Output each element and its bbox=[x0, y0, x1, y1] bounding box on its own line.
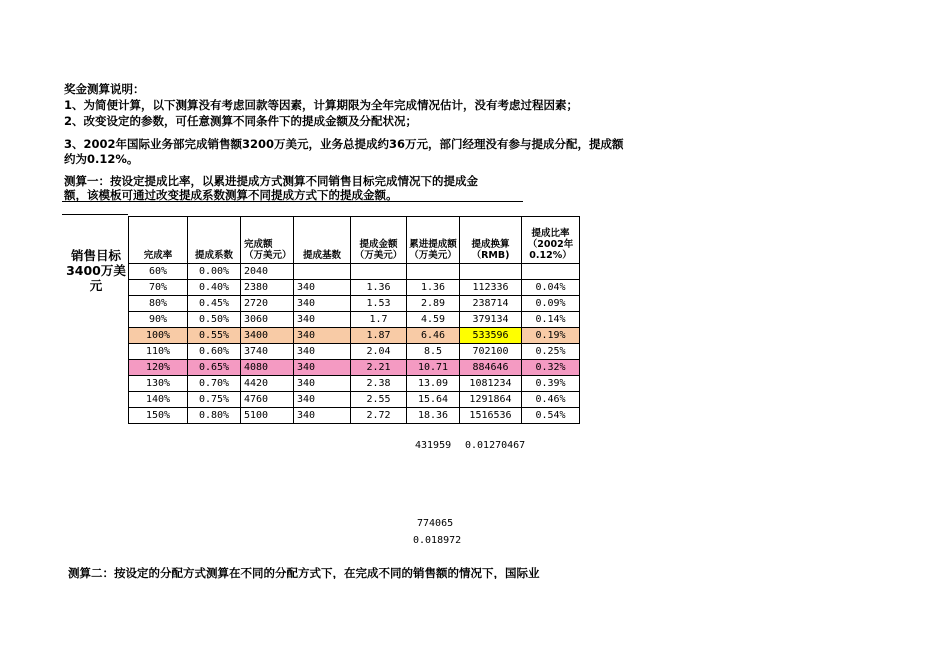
cell-commission-ratio bbox=[522, 264, 580, 280]
cell-completed-amount: 4080 bbox=[241, 360, 294, 376]
notes-line-3a: 3、2002年国际业务部完成销售额3200万美元，业务总提成约36万元，部门经理没有参与提成分配，提成额 bbox=[64, 137, 624, 151]
table-body bbox=[129, 264, 580, 424]
bonus-table bbox=[128, 216, 580, 424]
cell-completed-amount: 2040 bbox=[241, 264, 294, 280]
cell-commission-amount: 2.38 bbox=[351, 376, 407, 392]
cell-commission-ratio: 0.09% bbox=[522, 296, 580, 312]
cell-completion-rate: 70% bbox=[129, 280, 188, 296]
header-commission-base: 提成基数 bbox=[294, 217, 351, 264]
cell-commission-rmb bbox=[460, 264, 522, 280]
cell-commission-coefficient: 0.65% bbox=[188, 360, 241, 376]
table-row bbox=[129, 344, 580, 360]
cell-commission-base: 340 bbox=[294, 296, 351, 312]
cell-commission-coefficient: 0.50% bbox=[188, 312, 241, 328]
calc2-clip bbox=[68, 566, 588, 579]
cell-commission-rmb: 702100 bbox=[460, 344, 522, 360]
cell-commission-amount: 1.7 bbox=[351, 312, 407, 328]
notes-title: 奖金测算说明： bbox=[64, 82, 145, 96]
cell-commission-amount: 1.53 bbox=[351, 296, 407, 312]
cell-commission-ratio: 0.25% bbox=[522, 344, 580, 360]
cell-commission-ratio: 0.32% bbox=[522, 360, 580, 376]
cell-commission-rmb: 112336 bbox=[460, 280, 522, 296]
cell-completion-rate: 130% bbox=[129, 376, 188, 392]
cell-commission-base: 340 bbox=[294, 408, 351, 424]
sales-target-line-2: 3400万美 bbox=[66, 263, 126, 278]
cell-commission-rmb: 1516536 bbox=[460, 408, 522, 424]
cell-completed-amount: 5100 bbox=[241, 408, 294, 424]
cell-commission-ratio: 0.39% bbox=[522, 376, 580, 392]
cell-cumulative-commission: 4.59 bbox=[407, 312, 460, 328]
cell-commission-rmb: 1291864 bbox=[460, 392, 522, 408]
cell-commission-coefficient: 0.40% bbox=[188, 280, 241, 296]
table-row bbox=[129, 328, 580, 344]
cell-completed-amount: 3400 bbox=[241, 328, 294, 344]
header-commission-rmb: 提成换算（RMB) bbox=[460, 217, 522, 264]
cell-completion-rate: 150% bbox=[129, 408, 188, 424]
cell-completion-rate: 60% bbox=[129, 264, 188, 280]
cell-commission-amount: 2.04 bbox=[351, 344, 407, 360]
table-row bbox=[129, 280, 580, 296]
cell-commission-base: 340 bbox=[294, 360, 351, 376]
cell-cumulative-commission: 13.09 bbox=[407, 376, 460, 392]
cell-commission-ratio: 0.54% bbox=[522, 408, 580, 424]
cell-completed-amount: 3740 bbox=[241, 344, 294, 360]
cell-commission-amount: 2.72 bbox=[351, 408, 407, 424]
cell-commission-amount: 2.55 bbox=[351, 392, 407, 408]
extra-value-2: 0.01270467 bbox=[465, 440, 526, 451]
cell-commission-base: 340 bbox=[294, 280, 351, 296]
cell-cumulative-commission: 2.89 bbox=[407, 296, 460, 312]
extra-value-4: 0.018972 bbox=[413, 535, 462, 546]
cell-commission-rmb: 884646 bbox=[460, 360, 522, 376]
header-cumulative-commission: 累进提成额（万美元） bbox=[407, 217, 460, 264]
cell-commission-amount: 1.36 bbox=[351, 280, 407, 296]
cell-completed-amount: 2380 bbox=[241, 280, 294, 296]
header-commission-amount: 提成金额（万美元） bbox=[351, 217, 407, 264]
cell-commission-coefficient: 0.00% bbox=[188, 264, 241, 280]
extra-value-3: 774065 bbox=[417, 518, 454, 529]
table-row bbox=[129, 360, 580, 376]
cell-completed-amount: 3060 bbox=[241, 312, 294, 328]
cell-commission-rmb: 533596 bbox=[460, 328, 522, 344]
calc1-line-b: 额，该模板可通过改变提成系数测算不同提成方式下的提成金额。 bbox=[64, 188, 398, 202]
calc1-line-a: 测算一：按设定提成比率，以累进提成方式测算不同销售目标完成情况下的提成金 bbox=[64, 174, 478, 188]
cell-cumulative-commission: 8.5 bbox=[407, 344, 460, 360]
cell-commission-rmb: 238714 bbox=[460, 296, 522, 312]
cell-commission-coefficient: 0.45% bbox=[188, 296, 241, 312]
cell-cumulative-commission: 6.46 bbox=[407, 328, 460, 344]
sales-target-line-3: 元 bbox=[89, 278, 103, 293]
cell-commission-amount bbox=[351, 264, 407, 280]
cell-commission-ratio: 0.19% bbox=[522, 328, 580, 344]
cell-completed-amount: 4760 bbox=[241, 392, 294, 408]
cell-completed-amount: 2720 bbox=[241, 296, 294, 312]
header-commission-ratio: 提成比率（2002年0.12%） bbox=[522, 217, 580, 264]
notes-line-2: 2、改变设定的参数，可任意测算不同条件下的提成金额及分配状况； bbox=[64, 114, 417, 128]
cell-cumulative-commission: 10.71 bbox=[407, 360, 460, 376]
cell-commission-coefficient: 0.80% bbox=[188, 408, 241, 424]
cell-commission-base: 340 bbox=[294, 344, 351, 360]
section-underline bbox=[62, 201, 523, 202]
table-row bbox=[129, 264, 580, 280]
cell-commission-ratio: 0.46% bbox=[522, 392, 580, 408]
notes-line-1: 1、为简便计算，以下测算没有考虑回款等因素，计算期限为全年完成情况估计，没有考虑过程因素； bbox=[64, 98, 578, 112]
cell-commission-amount: 1.87 bbox=[351, 328, 407, 344]
cell-completion-rate: 90% bbox=[129, 312, 188, 328]
table-row bbox=[129, 408, 580, 424]
table-row bbox=[129, 376, 580, 392]
calc2-line-a: 测算二：按设定的分配方式测算在不同的分配方式下，在完成不同的销售额的情况下，国际业 bbox=[68, 566, 540, 579]
header-commission-coefficient: 提成系数 bbox=[188, 217, 241, 264]
cell-completed-amount: 4420 bbox=[241, 376, 294, 392]
cell-commission-amount: 2.21 bbox=[351, 360, 407, 376]
cell-commission-coefficient: 0.55% bbox=[188, 328, 241, 344]
cell-completion-rate: 80% bbox=[129, 296, 188, 312]
cell-commission-rmb: 1081234 bbox=[460, 376, 522, 392]
cell-commission-ratio: 0.04% bbox=[522, 280, 580, 296]
cell-commission-ratio: 0.14% bbox=[522, 312, 580, 328]
table-row bbox=[129, 312, 580, 328]
cell-cumulative-commission: 15.64 bbox=[407, 392, 460, 408]
header-completed-amount: 完成额（万美元） bbox=[241, 217, 294, 264]
cell-commission-base: 340 bbox=[294, 328, 351, 344]
cell-completion-rate: 140% bbox=[129, 392, 188, 408]
table-row bbox=[129, 296, 580, 312]
cell-commission-base: 340 bbox=[294, 312, 351, 328]
cell-commission-coefficient: 0.70% bbox=[188, 376, 241, 392]
cell-completion-rate: 110% bbox=[129, 344, 188, 360]
table-top-rule-left bbox=[62, 214, 128, 215]
cell-commission-rmb: 379134 bbox=[460, 312, 522, 328]
header-completion-rate: 完成率 bbox=[129, 217, 188, 264]
table-header-row bbox=[129, 217, 580, 264]
cell-commission-base: 340 bbox=[294, 376, 351, 392]
sales-target-label bbox=[66, 248, 126, 293]
cell-commission-coefficient: 0.60% bbox=[188, 344, 241, 360]
cell-completion-rate: 100% bbox=[129, 328, 188, 344]
cell-commission-coefficient: 0.75% bbox=[188, 392, 241, 408]
sales-target-line-1: 销售目标 bbox=[70, 248, 121, 263]
cell-cumulative-commission: 1.36 bbox=[407, 280, 460, 296]
cell-cumulative-commission: 18.36 bbox=[407, 408, 460, 424]
extra-value-1: 431959 bbox=[415, 440, 452, 451]
cell-commission-base: 340 bbox=[294, 392, 351, 408]
cell-completion-rate: 120% bbox=[129, 360, 188, 376]
notes-line-3b: 约为0.12%。 bbox=[64, 152, 139, 166]
table-row bbox=[129, 392, 580, 408]
cell-cumulative-commission bbox=[407, 264, 460, 280]
cell-commission-base bbox=[294, 264, 351, 280]
